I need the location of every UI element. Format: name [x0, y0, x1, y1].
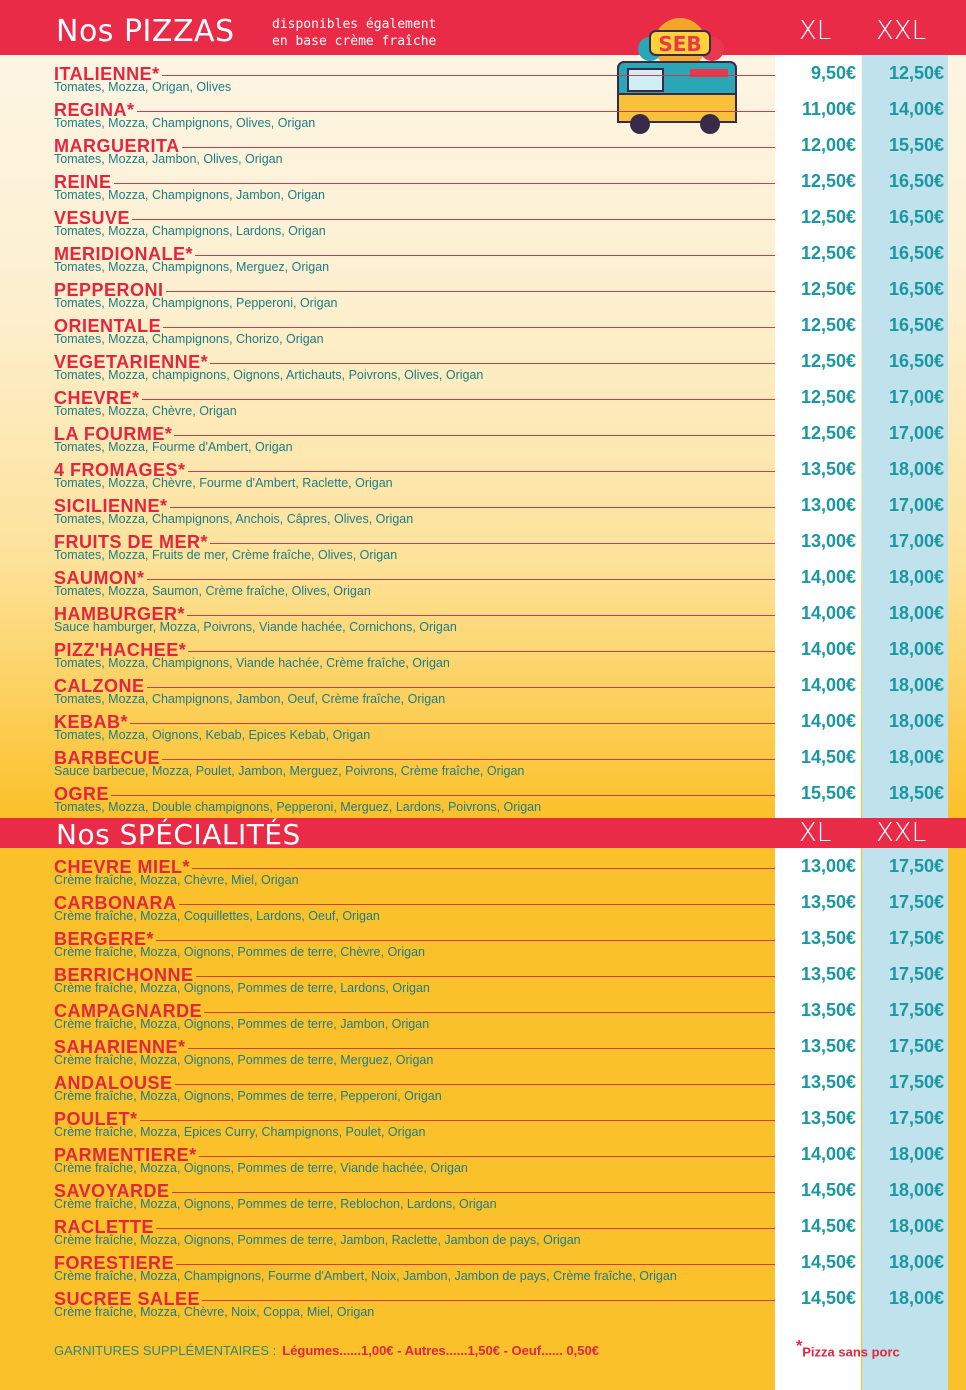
price-xxl: 18,00€ — [888, 459, 944, 479]
price-xxl: 18,00€ — [888, 567, 944, 587]
menu-item — [54, 1037, 947, 1073]
item-name: SUCREE SALEE — [54, 1288, 201, 1309]
price-xxl: 18,00€ — [888, 603, 944, 623]
price-xl: 14,00€ — [800, 1144, 856, 1164]
item-ingredients: Tomates, Mozza, Champignons, Lardons, Origan — [54, 224, 326, 238]
price-xl: 14,50€ — [800, 1252, 856, 1272]
item-ingredients: Sauce barbecue, Mozza, Poulet, Jambon, Merguez, Poivrons, Crème fraîche, Origan — [54, 764, 525, 778]
item-ingredients: Crème fraîche, Mozza, Oignons, Pommes de terre, Viande hachée, Origan — [54, 1161, 468, 1175]
item-name: ITALIENNE* — [54, 63, 160, 84]
item-name: PARMENTIERE* — [54, 1144, 197, 1165]
leader-line — [195, 255, 775, 257]
item-ingredients: Crème fraîche, Mozza, Oignons, Pommes de terre, Pepperoni, Origan — [54, 1089, 442, 1103]
item-ingredients: Tomates, Mozza, Double champignons, Pepperoni, Merguez, Lardons, Poivrons, Origan — [54, 800, 542, 814]
menu-item — [54, 1073, 947, 1109]
item-name: BERGERE* — [54, 928, 155, 949]
price-xl: 14,50€ — [800, 747, 856, 767]
item-ingredients: Crème fraîche, Mozza, Oignons, Pommes de terre, Lardons, Origan — [54, 981, 430, 995]
leader-line — [147, 687, 776, 689]
price-xxl: 17,50€ — [888, 928, 944, 948]
leader-line — [114, 183, 775, 185]
item-ingredients: Sauce hamburger, Mozza, Poivrons, Viande hachée, Cornichons, Origan — [54, 620, 457, 634]
menu-item — [54, 965, 947, 1001]
price-xl: 14,50€ — [800, 1180, 856, 1200]
price-xxl: 17,00€ — [888, 531, 944, 551]
price-xxl: 18,00€ — [888, 1180, 944, 1200]
specials-header — [0, 818, 966, 851]
menu-item — [54, 1181, 947, 1217]
item-name: FORESTIERE — [54, 1252, 175, 1273]
item-ingredients: Crème fraîche, Mozza, Oignons, Pommes de terre, Merguez, Origan — [54, 1053, 434, 1067]
item-name: POULET* — [54, 1108, 138, 1129]
item-ingredients: Tomates, Mozza, Champignons, Jambon, Oeuf, Crème fraîche, Origan — [54, 692, 446, 706]
leader-line — [176, 1264, 775, 1266]
leader-line — [170, 507, 775, 509]
item-ingredients: Crème fraîche, Mozza, Oignons, Pommes de terre, Jambon, Origan — [54, 1017, 430, 1031]
leader-line — [166, 291, 775, 293]
item-ingredients: Tomates, Mozza, champignons, Oignons, Artichauts, Poivrons, Olives, Origan — [54, 368, 484, 382]
menu-item — [54, 640, 947, 676]
menu-item — [54, 388, 947, 424]
item-name: CALZONE — [54, 675, 145, 696]
menu-item — [54, 676, 947, 712]
price-xl: 12,50€ — [800, 171, 856, 191]
leader-line — [196, 976, 775, 978]
price-xxl: 14,00€ — [888, 99, 944, 119]
price-xl: 12,50€ — [800, 423, 856, 443]
xxl-header: XXL — [876, 818, 927, 848]
menu-item — [54, 208, 947, 244]
item-name: KEBAB* — [54, 711, 129, 732]
price-xxl: 16,50€ — [888, 351, 944, 371]
leader-line — [140, 1120, 775, 1122]
menu-item — [54, 1109, 947, 1145]
menu-item — [54, 460, 947, 496]
price-xxl: 16,50€ — [888, 171, 944, 191]
leader-line — [188, 1048, 775, 1050]
leader-line — [156, 940, 775, 942]
price-xl: 13,00€ — [800, 495, 856, 515]
menu-item — [54, 496, 947, 532]
item-name: CARBONARA — [54, 892, 177, 913]
price-xl: 13,50€ — [800, 1000, 856, 1020]
menu-item — [54, 100, 947, 136]
item-ingredients: Tomates, Mozza, Champignons, Olives, Origan — [54, 116, 316, 130]
item-ingredients: Tomates, Mozza, Champignons, Viande hachée, Crème fraîche, Origan — [54, 656, 450, 670]
item-ingredients: Crème fraîche, Mozza, Chèvre, Miel, Origan — [54, 873, 299, 887]
item-ingredients: Tomates, Mozza, Chèvre, Fourme d'Ambert, Raclette, Origan — [54, 476, 393, 490]
price-xxl: 17,50€ — [888, 1036, 944, 1056]
item-name: MARGUERITA — [54, 135, 180, 156]
item-name: VEGETARIENNE* — [54, 351, 209, 372]
price-xl: 12,50€ — [800, 387, 856, 407]
menu-item — [54, 1289, 947, 1325]
menu-item — [54, 929, 947, 965]
item-name: SAVOYARDE — [54, 1180, 170, 1201]
menu-item — [54, 64, 947, 100]
leader-line — [175, 1084, 775, 1086]
item-name: PEPPERONI — [54, 279, 164, 300]
price-xl: 14,00€ — [800, 639, 856, 659]
page-title: Nos PIZZAS — [56, 14, 235, 49]
item-name: SAUMON* — [54, 567, 145, 588]
menu-item — [54, 748, 947, 784]
menu-item — [54, 784, 947, 820]
menu-item — [54, 1217, 947, 1253]
leader-line — [163, 327, 775, 329]
menu-item — [54, 532, 947, 568]
price-xl: 13,00€ — [800, 531, 856, 551]
item-ingredients: Tomates, Mozza, Champignons, Jambon, Origan — [54, 188, 325, 202]
price-xl: 14,50€ — [800, 1216, 856, 1236]
price-xl: 12,50€ — [800, 315, 856, 335]
leader-line — [210, 543, 775, 545]
xl-header: XL — [799, 818, 832, 848]
item-name: SAHARIENNE* — [54, 1036, 186, 1057]
asterisk: * — [796, 1338, 803, 1355]
price-xl: 14,00€ — [800, 711, 856, 731]
price-xl: 14,50€ — [800, 1288, 856, 1308]
specials-title: Nos SPÉCIALITÉS — [56, 818, 301, 851]
item-ingredients: Crème fraîche, Mozza, Epices Curry, Champignons, Poulet, Origan — [54, 1125, 426, 1139]
leader-line — [192, 868, 775, 870]
price-xxl: 16,50€ — [888, 279, 944, 299]
item-ingredients: Crème fraîche, Mozza, Champignons, Fourme d'Ambert, Noix, Jambon, Jambon de pays, Crème fraîche, Origan — [54, 1269, 677, 1283]
extra-toppings-label: GARNITURES SUPPLÉMENTAIRES : — [54, 1343, 277, 1358]
price-xl: 13,50€ — [800, 892, 856, 912]
item-ingredients: Tomates, Mozza, Jambon, Olives, Origan — [54, 152, 283, 166]
menu-item — [54, 1253, 947, 1289]
item-name: REGINA* — [54, 99, 135, 120]
price-xl: 12,00€ — [800, 135, 856, 155]
item-ingredients: Crème fraîche, Mozza, Chèvre, Noix, Coppa, Miel, Origan — [54, 1305, 375, 1319]
price-xl: 13,50€ — [800, 1072, 856, 1092]
item-ingredients: Tomates, Mozza, Champignons, Chorizo, Origan — [54, 332, 324, 346]
item-name: LA FOURME* — [54, 423, 173, 444]
item-name: REINE — [54, 171, 112, 192]
leader-line — [147, 579, 775, 581]
pizza-list — [54, 64, 947, 820]
item-ingredients: Crème fraîche, Mozza, Oignons, Pommes de terre, Reblochon, Lardons, Origan — [54, 1197, 497, 1211]
price-xxl: 16,50€ — [888, 315, 944, 335]
price-xl: 12,50€ — [800, 351, 856, 371]
menu-item — [54, 280, 947, 316]
leader-line — [142, 399, 775, 401]
item-name: 4 FROMAGES* — [54, 459, 186, 480]
item-ingredients: Tomates, Mozza, Origan, Olives — [54, 80, 232, 94]
price-xl: 14,00€ — [800, 603, 856, 623]
menu-item — [54, 424, 947, 460]
leader-line — [137, 111, 775, 113]
price-xxl: 17,50€ — [888, 892, 944, 912]
price-xl: 9,50€ — [810, 63, 856, 83]
leader-line — [179, 904, 776, 906]
menu-item — [54, 893, 947, 929]
item-name: RACLETTE — [54, 1216, 154, 1237]
xl-header: XL — [799, 16, 832, 46]
svg-text:SEB: SEB — [658, 32, 702, 56]
item-name: BARBECUE — [54, 747, 161, 768]
extra-toppings — [54, 1343, 599, 1358]
item-name: SICILIENNE* — [54, 495, 168, 516]
leader-line — [187, 615, 775, 617]
leader-line — [182, 147, 775, 149]
item-ingredients: Tomates, Mozza, Chèvre, Origan — [54, 404, 237, 418]
menu-item — [54, 244, 947, 280]
leader-line — [188, 471, 775, 473]
price-xxl: 18,00€ — [888, 639, 944, 659]
item-ingredients: Tomates, Mozza, Fourme d'Ambert, Origan — [54, 440, 293, 454]
leader-line — [188, 651, 775, 653]
price-xxl: 15,50€ — [888, 135, 944, 155]
menu-item — [54, 136, 947, 172]
price-xl: 11,00€ — [801, 99, 856, 119]
leader-line — [162, 75, 775, 77]
price-xxl: 17,50€ — [888, 1072, 944, 1092]
price-xl: 15,50€ — [800, 783, 856, 803]
item-ingredients: Tomates, Mozza, Oignons, Kebab, Epices Kebab, Origan — [54, 728, 371, 742]
price-xl: 12,50€ — [800, 207, 856, 227]
leader-line — [172, 1192, 775, 1194]
menu-item — [54, 1001, 947, 1037]
price-xl: 12,50€ — [800, 243, 856, 263]
extra-toppings-prices: Légumes......1,00€ - Autres......1,50€ - Oeuf...... 0,50€ — [282, 1343, 599, 1358]
price-xl: 13,50€ — [800, 1108, 856, 1128]
price-xl: 13,50€ — [800, 459, 856, 479]
price-xxl: 17,00€ — [888, 495, 944, 515]
item-name: CAMPAGNARDE — [54, 1000, 203, 1021]
price-xl: 14,00€ — [800, 567, 856, 587]
menu-item — [54, 604, 947, 640]
item-ingredients: Tomates, Mozza, Champignons, Pepperoni, Origan — [54, 296, 338, 310]
item-name: BERRICHONNE — [54, 964, 194, 985]
menu-item — [54, 172, 947, 208]
price-xxl: 18,00€ — [888, 1216, 944, 1236]
price-xxl: 16,50€ — [888, 243, 944, 263]
price-xxl: 16,50€ — [888, 207, 944, 227]
item-name: ANDALOUSE — [54, 1072, 173, 1093]
menu-item — [54, 857, 947, 893]
item-name: CHEVRE* — [54, 387, 140, 408]
item-ingredients: Crème fraîche, Mozza, Oignons, Pommes de terre, Jambon, Raclette, Jambon de pays, Origan — [54, 1233, 581, 1247]
specials-list — [54, 857, 947, 1325]
price-xxl: 17,50€ — [888, 1000, 944, 1020]
leader-line — [199, 1156, 775, 1158]
leader-line — [162, 759, 775, 761]
item-name: FRUITS DE MER* — [54, 531, 209, 552]
item-ingredients: Tomates, Mozza, Champignons, Anchois, Câpres, Olives, Origan — [54, 512, 414, 526]
menu-item — [54, 352, 947, 388]
price-xxl: 18,00€ — [888, 1288, 944, 1308]
subtitle-line-2: en base crème fraîche — [272, 34, 437, 49]
price-xxl: 17,50€ — [888, 856, 944, 876]
pork-free-note-text: Pizza sans porc — [802, 1344, 900, 1360]
price-xxl: 17,00€ — [888, 387, 944, 407]
item-name: PIZZ'HACHEE* — [54, 639, 187, 660]
item-ingredients: Crème fraîche, Mozza, Oignons, Pommes de terre, Chèvre, Origan — [54, 945, 425, 959]
price-xxl: 18,00€ — [888, 1144, 944, 1164]
price-xl: 12,50€ — [800, 279, 856, 299]
item-name: MERIDIONALE* — [54, 243, 194, 264]
price-xxl: 18,00€ — [888, 747, 944, 767]
price-xxl: 18,00€ — [888, 1252, 944, 1272]
subtitle — [272, 16, 436, 50]
price-xxl: 17,50€ — [888, 1108, 944, 1128]
price-xxl: 17,00€ — [888, 423, 944, 443]
price-xl: 13,50€ — [800, 928, 856, 948]
price-xl: 13,00€ — [800, 856, 856, 876]
price-xxl: 17,50€ — [888, 964, 944, 984]
leader-line — [202, 1300, 775, 1302]
subtitle-line-1: disponibles également — [272, 17, 437, 32]
menu-item — [54, 1145, 947, 1181]
leader-line — [132, 219, 775, 221]
item-ingredients: Tomates, Mozza, Champignons, Merguez, Origan — [54, 260, 330, 274]
price-xl: 14,00€ — [800, 675, 856, 695]
menu-item — [54, 568, 947, 604]
item-name: CHEVRE MIEL* — [54, 856, 191, 877]
price-xxl: 12,50€ — [888, 63, 944, 83]
item-ingredients: Tomates, Mozza, Fruits de mer, Crème fraîche, Olives, Origan — [54, 548, 398, 562]
item-name: HAMBURGER* — [54, 603, 185, 624]
menu-item — [54, 712, 947, 748]
item-ingredients: Tomates, Mozza, Saumon, Crème fraîche, Olives, Origan — [54, 584, 371, 598]
price-xl: 13,50€ — [800, 964, 856, 984]
item-name: ORIENTALE — [54, 315, 162, 336]
price-xxl: 18,00€ — [888, 675, 944, 695]
leader-line — [130, 723, 775, 725]
leader-line — [210, 363, 775, 365]
leader-line — [156, 1228, 775, 1230]
price-xxl: 18,50€ — [888, 783, 944, 803]
item-name: OGRE — [54, 783, 110, 804]
menu-item — [54, 316, 947, 352]
leader-line — [174, 435, 775, 437]
leader-line — [111, 795, 775, 797]
leader-line — [204, 1012, 775, 1014]
pizzas-header — [0, 0, 966, 55]
price-xl: 13,50€ — [800, 1036, 856, 1056]
price-xxl: 18,00€ — [888, 711, 944, 731]
pork-free-note — [796, 1338, 900, 1359]
xxl-header: XXL — [876, 16, 927, 46]
item-ingredients: Crème fraîche, Mozza, Coquillettes, Lardons, Oeuf, Origan — [54, 909, 380, 923]
item-name: VESUVE — [54, 207, 131, 228]
